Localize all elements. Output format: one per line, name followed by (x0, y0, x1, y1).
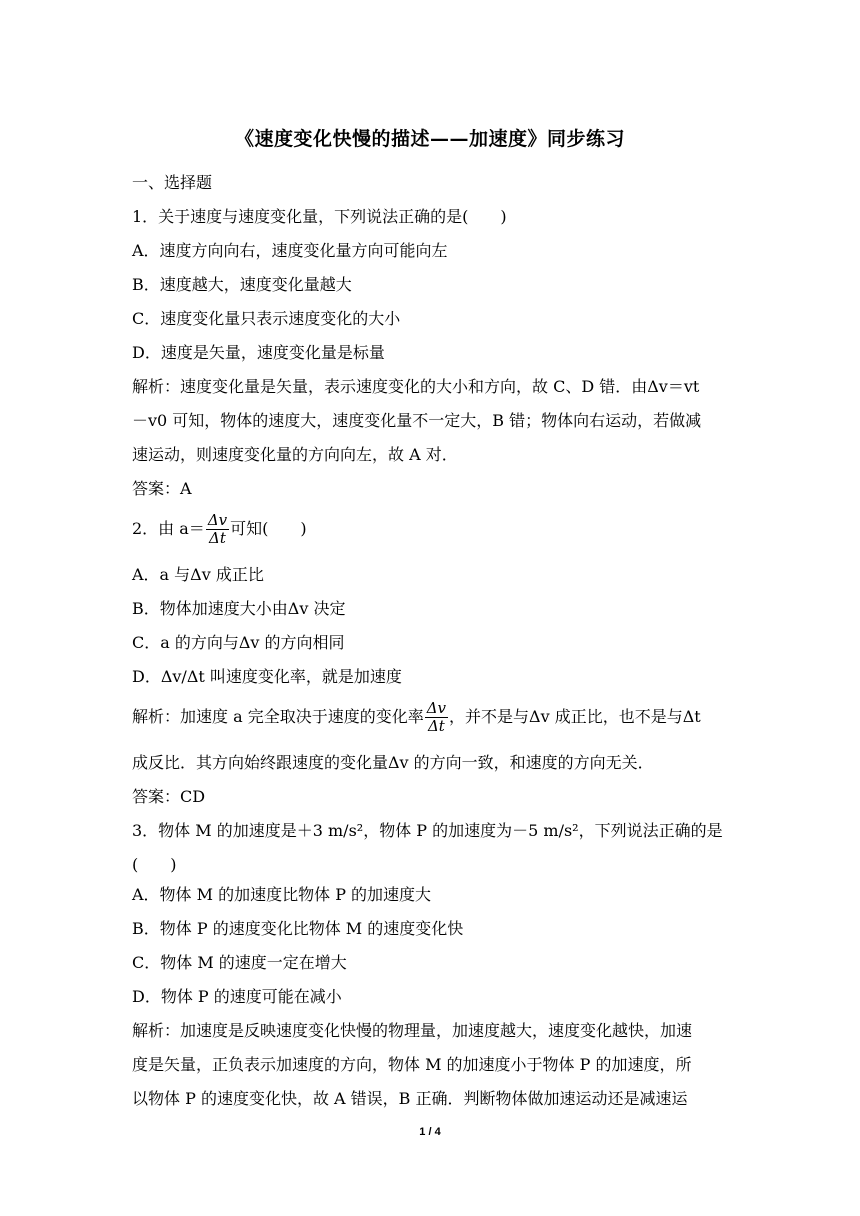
q2-analysis-line-2: 成反比．其方向始终跟速度的变化量Δv 的方向一致，和速度的方向无关． (132, 753, 654, 772)
q1-analysis-line-3: 速运动，则速度变化量的方向向左，故 A 对． (132, 445, 458, 464)
q1-answer: 答案：A (132, 479, 192, 498)
q2-option-a: A．a 与Δv 成正比 (132, 565, 264, 584)
q3-option-a: A．物体 M 的加速度比物体 P 的加速度大 (132, 885, 432, 904)
q2-stem-prefix: 2．由 a＝ (132, 519, 205, 538)
q2-analysis-fraction (425, 700, 448, 735)
q2-stem (132, 509, 732, 549)
q3-analysis-line-3: 以物体 P 的速度变化快，故 A 错误，B 正确．判断物体做加速运动还是减速运 (132, 1089, 688, 1108)
page-number: 1 / 4 (419, 1126, 441, 1138)
q3-stem-line-1: 3．物体 M 的加速度是＋3 m/s²，物体 P 的加速度为－5 m/s²，下列说法正确的是 (132, 821, 723, 840)
q2-analysis-fraction-numerator: Δv (426, 699, 447, 717)
q1-option-a: A．速度方向向右，速度变化量方向可能向左 (132, 241, 448, 260)
q3-option-c: C．物体 M 的速度一定在增大 (132, 953, 347, 972)
q2-option-c: C．a 的方向与Δv 的方向相同 (132, 633, 345, 652)
q2-option-d: D．Δv/Δt 叫速度变化率，就是加速度 (132, 667, 402, 686)
q2-analysis-prefix: 解析：加速度 a 完全取决于速度的变化率 (132, 707, 424, 726)
q2-fraction-denominator: Δt (209, 529, 226, 547)
q1-option-d: D．速度是矢量，速度变化量是标量 (132, 343, 385, 362)
q2-option-b: B．物体加速度大小由Δv 决定 (132, 599, 346, 618)
q3-option-b: B．物体 P 的速度变化比物体 M 的速度变化快 (132, 919, 464, 938)
q2-analysis-fraction-denominator: Δt (427, 717, 445, 735)
q1-analysis-line-1: 解析：速度变化量是矢量，表示速度变化的大小和方向，故 C、D 错．由Δv＝vt (132, 377, 700, 396)
q2-fraction-numerator: Δv (207, 511, 228, 529)
q2-fraction (206, 512, 229, 547)
q2-analysis-line-1 (132, 697, 732, 737)
q2-analysis-suffix: ，并不是与Δv 成正比，也不是与Δt (449, 707, 701, 726)
q1-analysis-line-2: －v0 可知，物体的速度大，速度变化量不一定大，B 错；物体向右运动，若做减 (132, 411, 702, 430)
q3-analysis-line-2: 度是矢量，正负表示加速度的方向，物体 M 的加速度小于物体 P 的加速度，所 (132, 1055, 692, 1074)
q2-answer: 答案：CD (132, 787, 206, 806)
q3-option-d: D．物体 P 的速度可能在减小 (132, 987, 342, 1006)
q1-option-b: B．速度越大，速度变化量越大 (132, 275, 352, 294)
q3-analysis-line-1: 解析：加速度是反映速度变化快慢的物理量，加速度越大，速度变化越快，加速 (132, 1021, 693, 1040)
q1-stem: 1．关于速度与速度变化量，下列说法正确的是( ) (132, 207, 507, 226)
q1-option-c: C．速度变化量只表示速度变化的大小 (132, 309, 401, 328)
q2-stem-suffix: 可知( ) (230, 519, 307, 538)
document-title: 《速度变化快慢的描述——加速度》同步练习 (234, 128, 625, 150)
q3-stem-line-2: ( ) (132, 855, 177, 874)
section-heading: 一、选择题 (132, 173, 213, 192)
